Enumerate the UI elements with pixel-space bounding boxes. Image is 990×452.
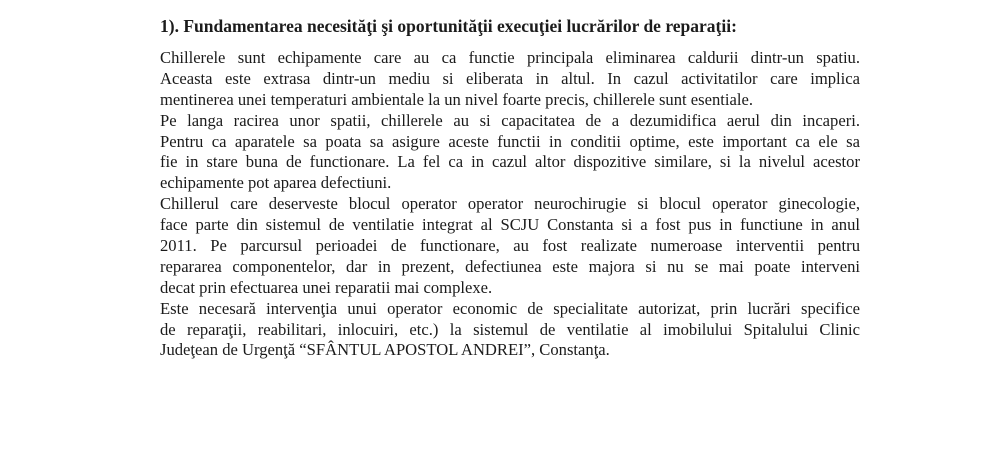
body-line: fie in stare buna de functionare. La fel ca in cazul altor dispozitive similare, si la nivelul acestor xyxy=(160,152,860,172)
body-line: Este necesară intervenţia unui operator economic de specialitate autorizat, prin lucrări specifice xyxy=(160,298,860,318)
section-body xyxy=(160,48,860,361)
body-line: mentinerea unei temperaturi ambientale la un nivel foarte precis, chillerele sunt esentiale. xyxy=(160,89,753,109)
body-line: Chillerul care deserveste blocul operator operator neurochirugie si blocul operator ginecologie, xyxy=(160,194,860,214)
body-line: repararea componentelor, dar in prezent, defectiunea este majora si nu se mai poate interveni xyxy=(160,256,860,276)
body-line: de reparaţii, reabilitari, inlocuiri, etc.) la sistemul de ventilatie al imobilului Spitalului Clinic xyxy=(160,319,860,339)
body-line: Pe langa racirea unor spatii, chillerele au si capacitatea de a dezumidifica aerul din incaperi. xyxy=(160,110,860,130)
body-line: decat prin efectuarea unei reparatii mai complexe. xyxy=(160,277,493,297)
body-line: Aceasta este extrasa dintr-un mediu si eliberata in altul. In cazul activitatilor care implica xyxy=(160,68,860,88)
body-line: face parte din sistemul de ventilatie integrat al SCJU Constanta si a fost pus in functiune in anul xyxy=(160,215,860,235)
body-line: Pentru ca aparatele sa poata sa asigure aceste functii in conditii optime, este important ca ele sa xyxy=(160,131,860,151)
body-line: Judeţean de Urgenţă “SFÂNTUL APOSTOL ANDREI”, Constanţa. xyxy=(160,340,610,360)
body-line: Chillerele sunt echipamente care au ca functie principala eliminarea caldurii dintr-un spatiu. xyxy=(160,48,860,67)
document-page xyxy=(160,14,860,361)
section-heading: 1). Fundamentarea necesităţi şi oportunităţii execuţiei lucrărilor de reparaţii: xyxy=(160,16,737,36)
body-line: echipamente pot aparea defectiuni. xyxy=(160,173,392,193)
body-line: 2011. Pe parcursul perioadei de functionare, au fost realizate numeroase interventii pentru xyxy=(160,236,860,256)
